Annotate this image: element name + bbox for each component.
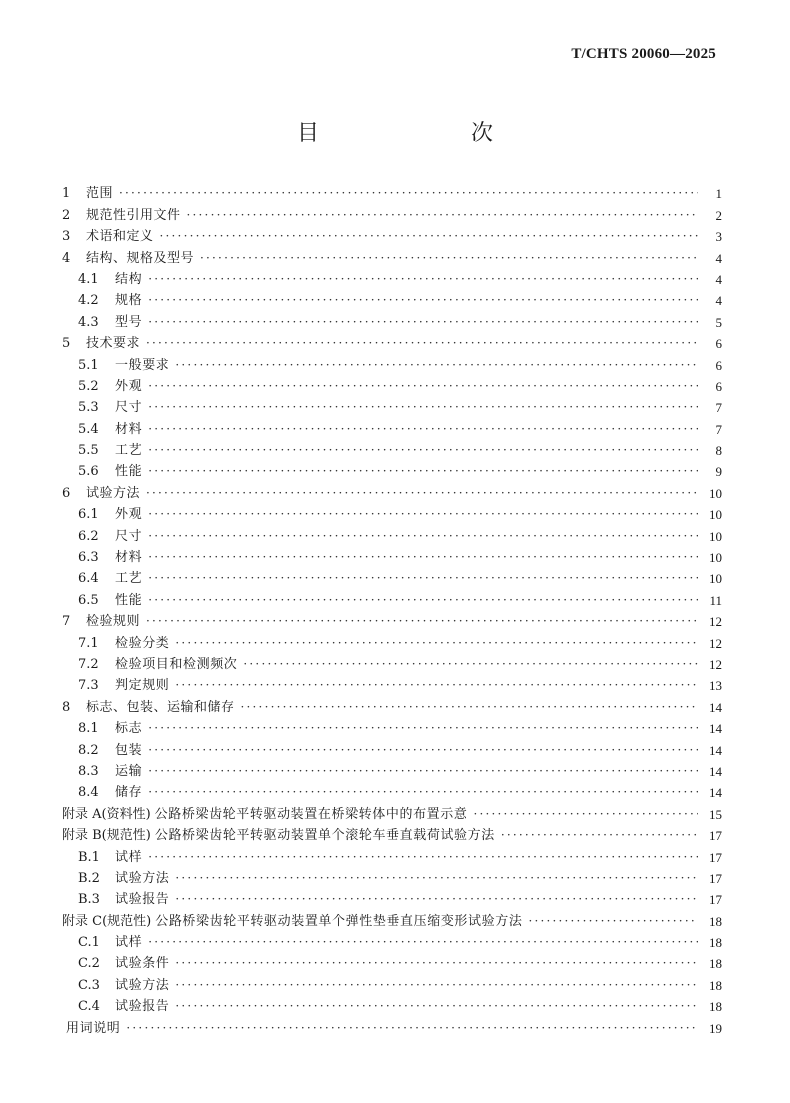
toc-entry-page-number: 19 (709, 1020, 722, 1036)
toc-entry[interactable] (62, 202, 722, 223)
toc-entry-number: 5.6 (78, 464, 99, 480)
toc-entry-title: 试验方法 (115, 870, 170, 886)
toc-entry[interactable] (62, 759, 722, 780)
toc-entry[interactable] (62, 288, 722, 309)
toc-entry-number: 5.5 (78, 443, 99, 459)
toc-entry-number: 6.2 (78, 528, 99, 544)
toc-entry-page-number: 6 (715, 336, 722, 352)
dot-leader (148, 442, 698, 459)
toc-entry-page-number: 10 (709, 528, 722, 544)
toc-entry[interactable] (62, 780, 722, 801)
toc-entry-page-number: 18 (709, 977, 722, 993)
page-title: 目 次 (296, 121, 529, 146)
toc-entry[interactable] (62, 866, 722, 887)
toc-entry-title: 运输 (115, 763, 143, 779)
toc-entry-title: 术语和定义 (86, 229, 154, 245)
toc-entry-page-number: 4 (715, 250, 722, 266)
toc-entry[interactable] (62, 1015, 722, 1036)
toc-entry-title: 标志、包装、运输和储存 (86, 699, 235, 715)
toc-entry-page-number: 14 (709, 742, 722, 758)
toc-entry[interactable] (62, 480, 722, 501)
toc-entry[interactable] (62, 587, 722, 608)
dot-leader (148, 528, 698, 545)
toc-entry[interactable] (62, 694, 722, 715)
toc-entry-page-number: 14 (709, 763, 722, 779)
toc-entry-title: 性能 (115, 464, 143, 480)
toc-entry-number: 5.4 (78, 421, 99, 437)
toc-entry-title: 工艺 (115, 571, 143, 587)
toc-entry-title: 材料 (115, 421, 143, 437)
toc-entry-number: 7.3 (78, 678, 99, 694)
dot-leader (175, 998, 698, 1015)
dot-leader (473, 806, 698, 823)
dot-leader (175, 677, 698, 694)
dot-leader (187, 207, 698, 224)
toc-entry-number: 6.4 (78, 571, 99, 587)
toc-entry-number: 8 (62, 699, 71, 715)
toc-entry-page-number: 14 (709, 785, 722, 801)
toc-entry-page-number: 11 (709, 592, 722, 608)
toc-entry-number: 3 (62, 229, 71, 245)
dot-leader (119, 185, 698, 202)
toc-entry-title: 试验报告 (115, 892, 170, 908)
toc-entry-number: 附录 B(规范性) (62, 828, 151, 844)
toc-entry[interactable] (62, 224, 722, 245)
toc-entry-number: 5.3 (78, 400, 99, 416)
toc-entry-number: 4.1 (78, 271, 99, 287)
toc-entry-number: 7 (62, 614, 71, 630)
toc-entry-title: 标志 (115, 721, 143, 737)
dot-leader (243, 656, 698, 673)
toc-entry-page-number: 18 (709, 999, 722, 1015)
toc-entry-title: 检验分类 (115, 635, 170, 651)
toc-entry[interactable] (62, 374, 722, 395)
toc-entry-page-number: 4 (715, 293, 722, 309)
toc-entry-page-number: 17 (709, 849, 722, 865)
toc-entry-title: 试样 (115, 935, 143, 951)
toc-entry-page-number: 18 (709, 956, 722, 972)
toc-entry-number: 4.3 (78, 314, 99, 330)
toc-entry[interactable] (62, 523, 722, 544)
toc-entry-title: 性能 (115, 592, 143, 608)
toc-entry-number: 5.2 (78, 378, 99, 394)
toc-entry-number: 8.2 (78, 742, 99, 758)
toc-entry[interactable] (62, 951, 722, 972)
toc-entry[interactable] (62, 395, 722, 416)
toc-entry[interactable] (62, 908, 722, 929)
toc-entry-page-number: 10 (709, 571, 722, 587)
toc-entry-page-number: 15 (709, 806, 722, 822)
toc-entry-title: 试验条件 (115, 956, 170, 972)
toc-entry-page-number: 17 (709, 870, 722, 886)
toc-entry-number: C.4 (78, 999, 100, 1015)
toc-entry-title: 储存 (115, 785, 143, 801)
toc-entry[interactable] (62, 801, 722, 822)
toc-entry-page-number: 9 (715, 464, 722, 480)
toc-entry-title: 试验方法 (86, 485, 141, 501)
toc-entry-number: 2 (62, 207, 71, 223)
toc-entry-title: 外观 (115, 507, 143, 523)
toc-entry-page-number: 14 (709, 721, 722, 737)
toc-entry-number: C.2 (78, 956, 100, 972)
dot-leader (148, 784, 698, 801)
toc-entry[interactable] (62, 331, 722, 352)
toc-entry-number: 6 (62, 485, 71, 501)
toc-entry-title: 技术要求 (86, 336, 141, 352)
toc-entry-title: 试样 (115, 849, 143, 865)
toc-entry[interactable] (62, 181, 722, 202)
dot-leader (160, 228, 698, 245)
dot-leader (175, 357, 698, 374)
toc-entry-title: 结构 (115, 271, 143, 287)
toc-entry-page-number: 7 (715, 421, 722, 437)
toc-entry-number: 5.1 (78, 357, 99, 373)
toc-entry-title: 包装 (115, 742, 143, 758)
toc-entry[interactable] (62, 673, 722, 694)
toc-entry[interactable] (62, 823, 722, 844)
toc-entry-number: 6.5 (78, 592, 99, 608)
toc-entry-number: 8.3 (78, 763, 99, 779)
toc-entry-number: 4 (62, 250, 71, 266)
dot-leader (528, 913, 698, 930)
toc-entry-title: 公路桥梁齿轮平转驱动装置在桥梁转体中的布置示意 (154, 806, 468, 822)
toc-entry-page-number: 6 (715, 378, 722, 394)
toc-entry-page-number: 5 (715, 314, 722, 330)
dot-leader (241, 699, 698, 716)
toc-entry-number: 7.2 (78, 656, 99, 672)
toc-entry[interactable] (62, 972, 722, 993)
toc-entry-number: 8.4 (78, 785, 99, 801)
dot-leader (148, 292, 698, 309)
dot-leader (148, 592, 698, 609)
dot-leader (148, 934, 698, 951)
dot-leader (148, 399, 698, 416)
toc-entry-number: C.3 (78, 977, 100, 993)
dot-leader (175, 977, 698, 994)
toc-entry[interactable] (62, 459, 722, 480)
toc-entry[interactable] (62, 545, 722, 566)
toc-entry-title: 工艺 (115, 443, 143, 459)
toc-entry-title: 结构、规格及型号 (86, 250, 195, 266)
toc-entry-title: 公路桥梁齿轮平转驱动装置单个弹性垫垂直压缩变形试验方法 (155, 913, 523, 929)
toc-entry-title: 外观 (115, 378, 143, 394)
toc-entry[interactable] (62, 309, 722, 330)
toc-entry-number: 1 (62, 186, 71, 202)
dot-leader (148, 421, 698, 438)
toc-entry-number: B.3 (78, 892, 100, 908)
toc-entry-page-number: 10 (709, 550, 722, 566)
toc-entry-title: 试验报告 (115, 999, 170, 1015)
dot-leader (175, 870, 698, 887)
toc-entry[interactable] (62, 716, 722, 737)
dot-leader (148, 378, 698, 395)
toc-entry[interactable] (62, 438, 722, 459)
toc-entry-page-number: 12 (709, 614, 722, 630)
toc-entry[interactable] (62, 502, 722, 523)
dot-leader (148, 463, 698, 480)
dot-leader (175, 891, 698, 908)
toc-entry-page-number: 17 (709, 828, 722, 844)
toc-entry-page-number: 10 (709, 507, 722, 523)
toc-entry-title: 判定规则 (115, 678, 170, 694)
toc-entry-page-number: 12 (709, 656, 722, 672)
toc-entry-title: 公路桥梁齿轮平转驱动装置单个滚轮车垂直载荷试验方法 (154, 828, 495, 844)
toc-entry-page-number: 13 (709, 678, 722, 694)
dot-leader (501, 827, 698, 844)
toc-entry[interactable] (62, 930, 722, 951)
dot-leader (175, 635, 698, 652)
table-of-contents (62, 181, 722, 1037)
dot-leader (146, 613, 698, 630)
toc-entry[interactable] (62, 844, 722, 865)
toc-entry-page-number: 2 (715, 207, 722, 223)
toc-entry-page-number: 18 (709, 935, 722, 951)
dot-leader (148, 549, 698, 566)
dot-leader (146, 335, 698, 352)
toc-entry-title: 检验项目和检测频次 (115, 656, 238, 672)
dot-leader (126, 1020, 698, 1037)
toc-entry[interactable] (62, 737, 722, 758)
dot-leader (148, 742, 698, 759)
toc-entry-page-number: 18 (709, 913, 722, 929)
toc-entry-title: 规格 (115, 293, 143, 309)
dot-leader (200, 250, 698, 267)
toc-entry-title: 规范性引用文件 (86, 207, 181, 223)
toc-entry-title: 试验方法 (115, 977, 170, 993)
toc-entry[interactable] (62, 887, 722, 908)
dot-leader (148, 506, 698, 523)
document-code: T/CHTS 20060—2025 (571, 46, 716, 62)
toc-entry-title: 型号 (115, 314, 143, 330)
toc-entry-number: C.1 (78, 935, 100, 951)
toc-entry-number: B.1 (78, 849, 100, 865)
toc-entry-number: 8.1 (78, 721, 99, 737)
dot-leader (148, 570, 698, 587)
toc-entry-number: 附录 A(资料性) (62, 806, 151, 822)
toc-entry-number: 6.1 (78, 507, 99, 523)
toc-entry-number: 7.1 (78, 635, 99, 651)
toc-entry[interactable] (62, 352, 722, 373)
toc-entry[interactable] (62, 267, 722, 288)
toc-entry-page-number: 4 (715, 271, 722, 287)
toc-entry-title: 尺寸 (115, 528, 143, 544)
dot-leader (148, 720, 698, 737)
toc-entry-title: 范围 (86, 186, 114, 202)
toc-entry[interactable] (62, 416, 722, 437)
toc-entry[interactable] (62, 994, 722, 1015)
toc-entry[interactable] (62, 652, 722, 673)
toc-entry-page-number: 6 (715, 357, 722, 373)
toc-entry-title: 用词说明 (66, 1020, 121, 1036)
toc-entry-title: 检验规则 (86, 614, 141, 630)
toc-entry-number: B.2 (78, 870, 100, 886)
toc-entry-page-number: 8 (715, 443, 722, 459)
toc-entry[interactable] (62, 609, 722, 630)
toc-entry[interactable] (62, 566, 722, 587)
toc-entry[interactable] (62, 630, 722, 651)
dot-leader (148, 314, 698, 331)
toc-entry-title: 尺寸 (115, 400, 143, 416)
toc-entry-page-number: 17 (709, 892, 722, 908)
toc-entry-number: 5 (62, 336, 71, 352)
toc-entry-title: 一般要求 (115, 357, 170, 373)
toc-entry-page-number: 7 (715, 400, 722, 416)
toc-entry-page-number: 14 (709, 699, 722, 715)
dot-leader (146, 485, 698, 502)
toc-entry[interactable] (62, 245, 722, 266)
toc-entry-page-number: 3 (715, 229, 722, 245)
toc-entry-page-number: 10 (709, 485, 722, 501)
toc-entry-title: 材料 (115, 550, 143, 566)
dot-leader (175, 955, 698, 972)
dot-leader (148, 849, 698, 866)
dot-leader (148, 271, 698, 288)
toc-entry-number: 附录 C(规范性) (62, 913, 152, 929)
toc-entry-page-number: 12 (709, 635, 722, 651)
toc-entry-page-number: 1 (715, 186, 722, 202)
toc-entry-number: 4.2 (78, 293, 99, 309)
toc-entry-number: 6.3 (78, 550, 99, 566)
dot-leader (148, 763, 698, 780)
